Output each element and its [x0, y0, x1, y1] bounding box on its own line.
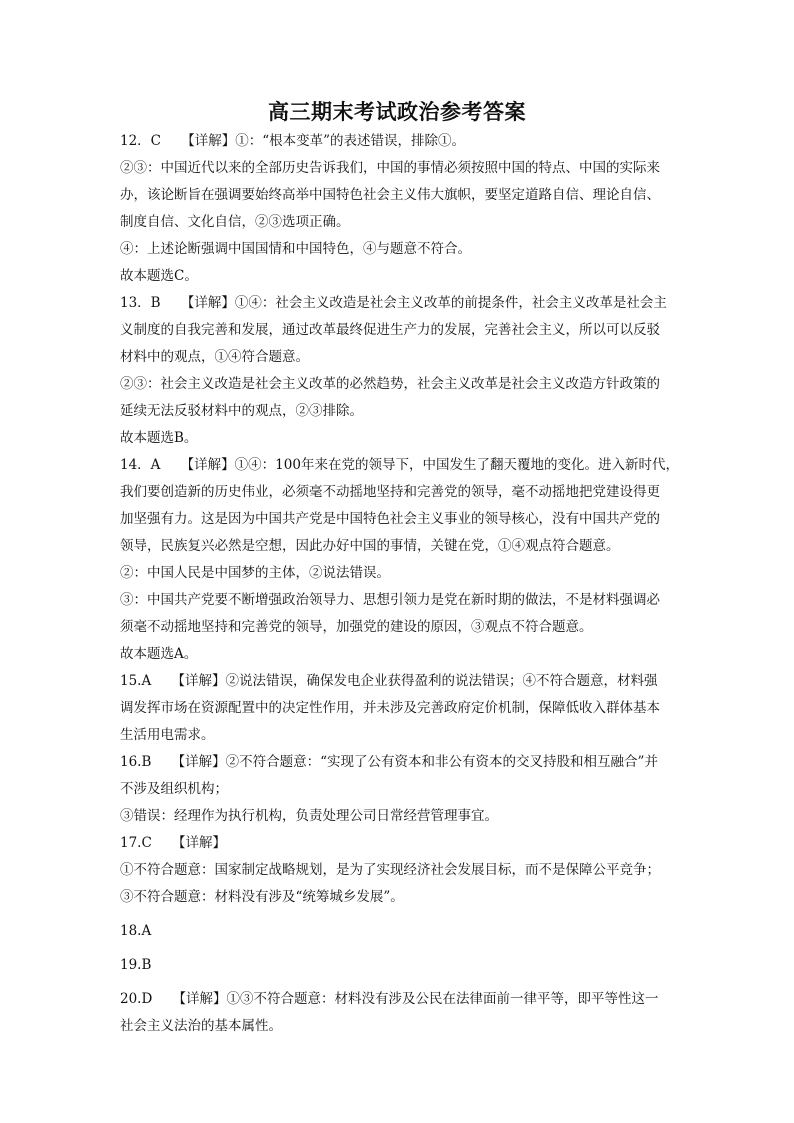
text-line: 须毫不动摇地坚持和完善党的领导，加强党的建设的原因，③观点不符合题意。 — [120, 619, 593, 635]
text-line: 生活用电需求。 — [120, 727, 215, 743]
text-line: 19.B — [120, 957, 152, 973]
text-line: 12．C 【详解】①：“根本变革”的表述错误，排除①。 — [120, 133, 466, 149]
text-line: 调发挥市场在资源配置中的决定性作用，并未涉及完善政府定价机制，保障低收入群体基本 — [120, 700, 660, 716]
text-line: 制度自信、文化自信，②③选项正确。 — [120, 214, 350, 230]
text-line: ④：上述论断强调中国国情和中国特色，④与题意不符合。 — [120, 241, 471, 257]
text-line: 20.D 【详解】①③不符合题意：材料没有涉及公民在法律面前一律平等，即平等性这一 — [120, 991, 659, 1007]
text-line: 办，该论断旨在强调要始终高举中国特色社会主义伟大旗帜，要坚定道路自信、理论自信、 — [120, 187, 660, 203]
text-line: 故本题选A。 — [120, 646, 198, 662]
text-line: ②③：社会主义改造是社会主义改革的必然趋势，社会主义改革是社会主义改造方针政策的 — [120, 376, 660, 392]
text-line: ③错误：经理作为执行机构，负责处理公司日常经营管理事宜。 — [120, 808, 498, 824]
spacer — [120, 945, 680, 952]
text-line: 不涉及组织机构； — [120, 781, 228, 797]
text-line: ②③：中国近代以来的全部历史告诉我们，中国的事情必须按照中国的特点、中国的实际来 — [120, 160, 660, 176]
text-line: 16.B 【详解】②不符合题意：“实现了公有资本和非公有资本的交叉持股和相互融合”并 — [120, 754, 658, 770]
text-line: ③不符合题意：材料没有涉及“统筹城乡发展”。 — [120, 889, 404, 905]
text-line: 延续无法反驳材料中的观点，②③排除。 — [120, 403, 363, 419]
text-line: 17.C 【详解】 — [120, 835, 227, 851]
text-line: 社会主义法治的基本属性。 — [120, 1018, 282, 1034]
text-line: 故本题选B。 — [120, 430, 198, 446]
page-title: 高三期末考试政治参考答案 — [268, 100, 526, 124]
text-line: 故本题选C。 — [120, 268, 198, 284]
text-line: 13．B 【详解】①④：社会主义改造是社会主义改革的前提条件，社会主义改革是社会主 — [120, 295, 667, 311]
text-line: 15.A 【详解】②说法错误，确保发电企业获得盈利的说法错误；④不符合题意，材料强 — [120, 673, 658, 689]
text-line: 14．A 【详解】①④：100年来在党的领导下，中国发生了翻天覆地的变化。进入新时代， — [120, 457, 679, 473]
text-line: 18.A — [120, 923, 152, 939]
text-line: ①不符合题意：国家制定战略规划，是为了实现经济社会发展目标，而不是保障公平竞争； — [120, 862, 660, 878]
text-line: 材料中的观点，①④符合题意。 — [120, 349, 309, 365]
text-line: 我们要创造新的历史伟业，必须毫不动摇地坚持和完善党的领导，毫不动摇地把党建设得更 — [120, 484, 660, 500]
text-line: ②：中国人民是中国梦的主体，②说法错误。 — [120, 565, 390, 581]
text-line: 义制度的自我完善和发展，通过改革最终促进生产力的发展，完善社会主义，所以可以反驳 — [120, 322, 660, 338]
spacer — [120, 911, 680, 918]
text-line: 加坚强有力。这是因为中国共产党是中国特色社会主义事业的领导核心，没有中国共产党的 — [120, 511, 660, 527]
text-line: 领导，民族复兴必然是空想，因此办好中国的事情，关键在党，①④观点符合题意。 — [120, 538, 620, 554]
spacer — [120, 979, 680, 986]
answer-body — [120, 128, 680, 1040]
text-line: ③：中国共产党要不断增强政治领导力、思想引领力是党在新时期的做法，不是材料强调必 — [120, 592, 660, 608]
